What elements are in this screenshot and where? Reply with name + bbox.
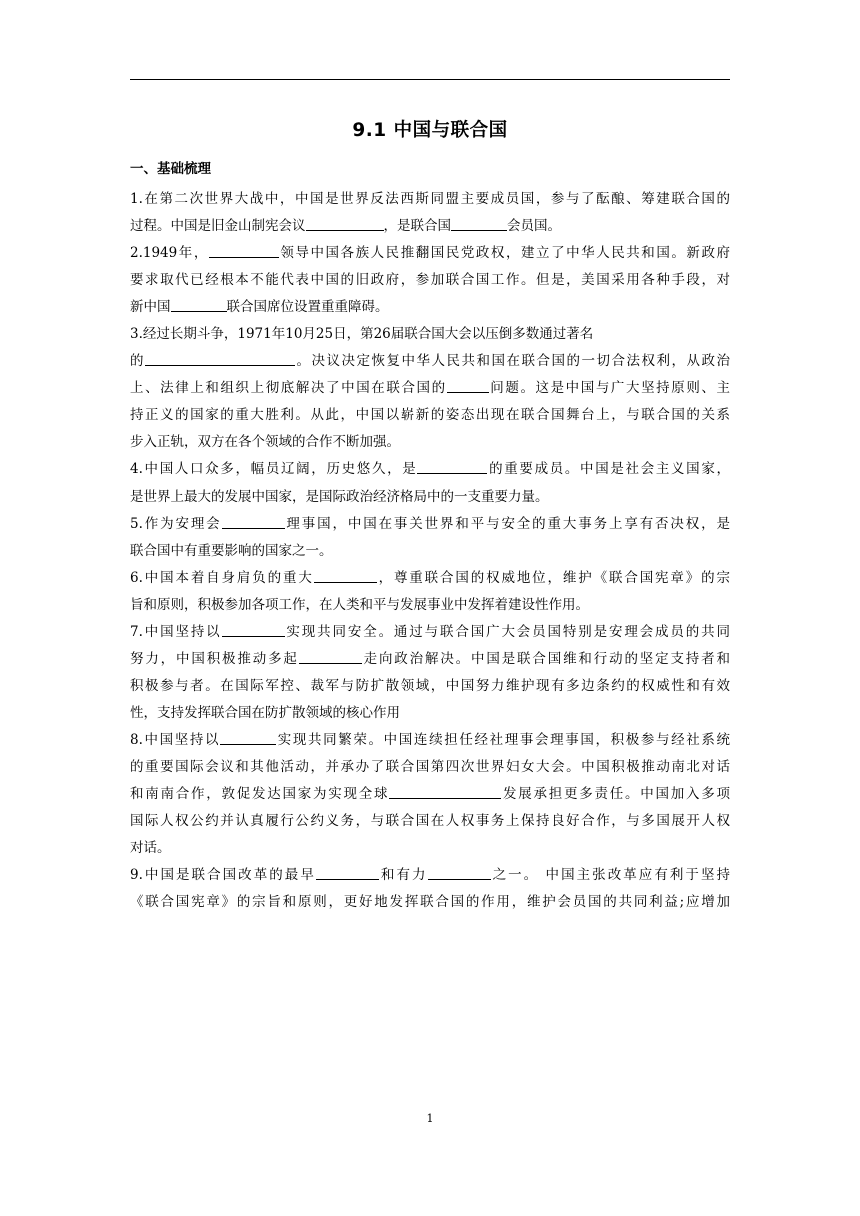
text-line	[130, 296, 730, 323]
line-text: 联合国席位设置重重障碍。	[226, 299, 389, 316]
answer-blank[interactable]	[417, 458, 487, 480]
text-line	[130, 702, 730, 729]
text-line	[130, 864, 730, 891]
text-line	[130, 242, 730, 269]
answer-blank[interactable]	[145, 350, 295, 372]
text-line	[130, 486, 730, 513]
line-text: 8.中国坚持以	[130, 731, 221, 748]
answer-blank[interactable]	[314, 567, 377, 589]
line-text: 实现共同繁荣。中国连续担任经社理事会理事国，积极参与经社系统	[276, 731, 730, 748]
text-line	[130, 810, 730, 837]
line-text: 问题。这是中国与广大坚持原则、主	[488, 380, 730, 397]
line-text: 对话。	[130, 840, 171, 857]
line-text: 是世界上最大的发展中国家，是国际政治经济格局中的一支重要力量。	[130, 488, 549, 505]
line-text: 的重要国际会议和其他活动，并承办了联合国第四次世界妇女大会。中国积极推动南北对话	[130, 758, 730, 775]
text-line	[130, 567, 730, 594]
line-text: 新中国	[130, 299, 171, 316]
text-line	[130, 350, 730, 377]
line-text: ，尊重联合国的权威地位，维护《联合国宪章》的宗	[376, 569, 730, 586]
answer-blank[interactable]	[389, 783, 501, 805]
text-line	[130, 594, 730, 621]
text-line	[130, 756, 730, 783]
answer-blank[interactable]	[299, 648, 362, 670]
line-text: 走向政治解决。中国是联合国维和行动的坚定支持者和	[361, 650, 730, 667]
answer-blank[interactable]	[451, 215, 507, 237]
text-line	[130, 377, 730, 404]
line-text: 4.中国人口众多，幅员辽阔，历史悠久，是	[130, 461, 418, 478]
text-line	[130, 540, 730, 567]
answer-blank[interactable]	[316, 864, 379, 886]
text-line	[130, 323, 730, 350]
answer-blank[interactable]	[428, 864, 491, 886]
line-text: 5.作为安理会	[130, 515, 222, 532]
line-text: 会员国。	[507, 218, 561, 235]
line-text: 要求取代已经根本不能代表中国的旧政府，参加联合国工作。但是，美国采用各种手段，对	[130, 272, 730, 289]
text-line	[130, 837, 730, 864]
line-text: 《联合国宪章》的宗旨和原则，更好地发挥联合国的作用，维护会员国的共同利益;应增加	[130, 894, 730, 911]
line-text: 发展承担更多责任。中国加入多项	[501, 786, 730, 803]
text-line	[130, 404, 730, 431]
line-text: 和有力	[378, 867, 428, 884]
page-title: 9.1 中国与联合国	[352, 120, 508, 141]
answer-blank[interactable]	[171, 296, 227, 318]
line-text: 9.中国是联合国改革的最早	[130, 867, 316, 884]
text-line	[130, 891, 730, 918]
text-line	[130, 783, 730, 810]
text-line	[130, 621, 730, 648]
line-text: ，是联合国	[383, 218, 451, 235]
text-line	[130, 215, 730, 242]
line-text: 步入正轨，双方在各个领域的合作不断加强。	[130, 434, 400, 451]
answer-blank[interactable]	[306, 215, 384, 237]
line-text: 上、法律上和组织上彻底解决了中国在联合国的	[130, 380, 447, 397]
line-text: 持正义的国家的重大胜利。从此，中国以崭新的姿态出现在联合国舞台上，与联合国的关系	[130, 407, 730, 424]
page-number: 1	[426, 1112, 434, 1125]
answer-blank[interactable]	[209, 242, 279, 264]
line-text: 过程。中国是旧金山制宪会议	[130, 218, 306, 235]
line-text: 6.中国本着自身肩负的重大	[130, 569, 314, 586]
line-text: 的重要成员。中国是社会主义国家，	[487, 461, 730, 478]
line-text: 国际人权公约并认真履行公约义务，与联合国在人权事务上保持良好合作，与多国展开人权	[130, 813, 730, 830]
document-body	[130, 188, 730, 918]
header-rule	[130, 79, 730, 80]
line-text: 1.在第二次世界大战中，中国是世界反法西斯同盟主要成员国，参与了酝酿、筹建联合国的	[130, 191, 730, 207]
line-text: 实现共同安全。通过与联合国广大会员国特别是安理会成员的共同	[284, 623, 730, 640]
answer-blank[interactable]	[447, 377, 489, 399]
line-text: 领导中国各族人民推翻国民党政权，建立了中华人民共和国。新政府	[278, 245, 730, 262]
answer-blank[interactable]	[222, 513, 285, 535]
text-line	[130, 188, 730, 215]
line-text: 旨和原则，积极参加各项工作，在人类和平与发展事业中发挥着建设性作用。	[130, 596, 589, 613]
section-heading: 一、基础梳理	[130, 161, 211, 177]
text-line	[130, 675, 730, 702]
line-text: 联合国中有重要影响的国家之一。	[130, 542, 333, 559]
line-text: 努力，中国积极推动多起	[130, 650, 299, 667]
line-text: 3.经过长期斗争，1971年10月25日，第26届联合国大会以压倒多数通过著名	[130, 326, 594, 343]
text-line	[130, 431, 730, 458]
line-text: 之一。 中国主张改革应有利于坚持	[490, 867, 730, 884]
line-text: 的	[130, 353, 145, 370]
line-text: 7.中国坚持以	[130, 623, 222, 640]
text-line	[130, 269, 730, 296]
text-line	[130, 513, 730, 540]
line-text: 2.1949年，	[130, 245, 209, 262]
answer-blank[interactable]	[222, 621, 285, 643]
text-line	[130, 458, 730, 485]
line-text: 积极参与者。在国际军控、裁军与防扩散领域，中国努力维护现有多边条约的权威性和有效	[130, 677, 730, 694]
line-text: 性，支持发挥联合国在防扩散领域的核心作用	[130, 704, 400, 721]
line-text: 。决议决定恢复中华人民共和国在联合国的一切合法权利，从政治	[295, 353, 730, 370]
text-line	[130, 648, 730, 675]
text-line	[130, 729, 730, 756]
line-text: 和南南合作，敦促发达国家为实现全球	[130, 786, 390, 803]
answer-blank[interactable]	[220, 729, 276, 751]
line-text: 理事国，中国在事关世界和平与安全的重大事务上享有否决权，是	[284, 515, 730, 532]
